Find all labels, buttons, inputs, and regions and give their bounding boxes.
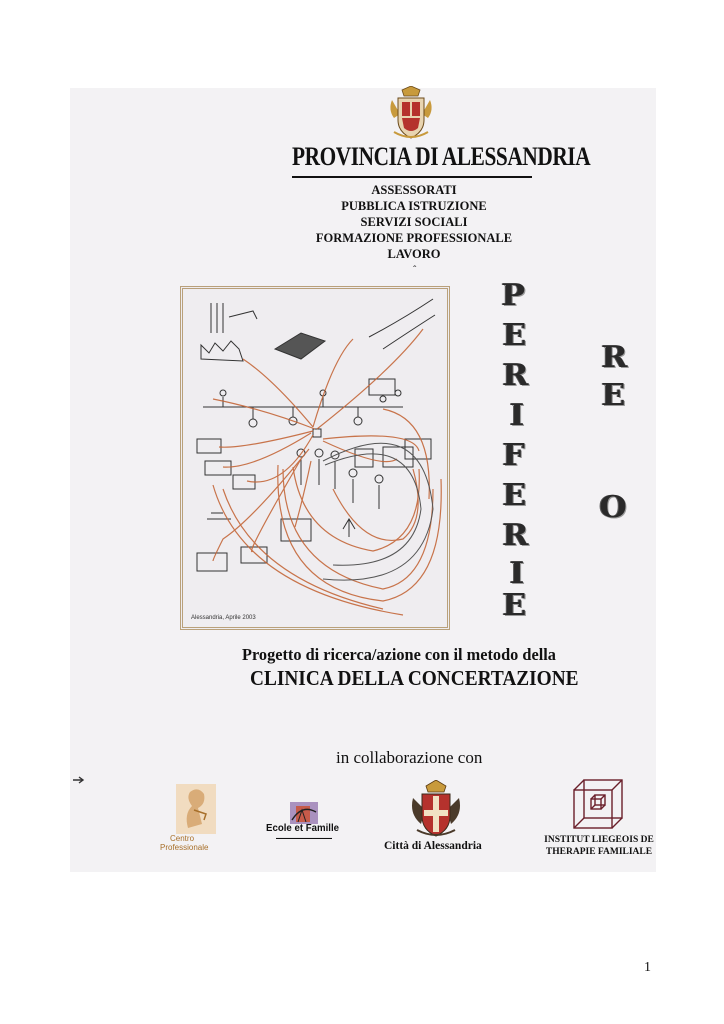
title-letter: F [502,438,525,473]
hand-drawn-network-illustration [180,286,450,630]
assessorato-item: FORMAZIONE PROFESSIONALE [315,231,513,245]
title-letter: I [509,556,525,591]
title-letter: E [502,318,527,353]
citta-di-alessandria-label: Città di Alessandria [384,840,482,852]
assessorati-heading: ASSESSORATI [371,183,457,197]
arrow-icon [72,776,86,784]
assessorato-item: PUBBLICA ISTRUZIONE [341,199,487,213]
drawing-caption: Alessandria, Aprile 2003 [191,615,256,621]
project-subtitle: Progetto di ricerca/azione con il metodo della [242,645,556,664]
title-letter: O [599,490,627,525]
institut-label-line: INSTITUT LIEGEOIS DE [544,835,654,845]
centro-label [160,834,208,852]
page-number: 1 [644,960,651,975]
title-letter: E [601,378,626,413]
title-letter: I [509,398,525,433]
title-letter: R [502,358,529,393]
centro-logo-icon [176,784,216,834]
assessorati-block [292,182,536,262]
institut-cube-logo-icon [572,778,624,830]
title-letter: P [501,278,526,313]
institut-label-line: THERAPIE FAMILIALE [545,847,653,857]
title-letter: E [502,588,527,623]
title-letter: E [502,478,527,513]
province-crest-icon [388,86,434,142]
title-letter: R [601,340,628,375]
title-underline [292,176,532,178]
citta-di-alessandria-crest-icon [411,780,461,838]
ecole-subtitle-line: ▬▬▬▬▬▬▬▬▬▬▬▬▬▬▬▬ [276,836,332,840]
assessorato-item: SERVIZI SOCIALI [360,215,468,229]
project-title: CLINICA DELLA CONCERTAZIONE [250,666,579,690]
assessorato-item: LAVORO [387,247,441,261]
title-letter: R [502,518,529,553]
collaboration-intro: in collaborazione con [336,748,483,767]
institut-label [540,834,658,858]
province-title: PROVINCIA DI ALESSANDRIA [292,142,591,171]
ecole-et-famille-label: Ecole et Famille [266,822,340,834]
centro-label-line: Centro [170,834,195,843]
stray-mark: ˆ [413,265,417,276]
network-sketch [183,289,447,627]
centro-label-line: Professionale [160,843,209,852]
